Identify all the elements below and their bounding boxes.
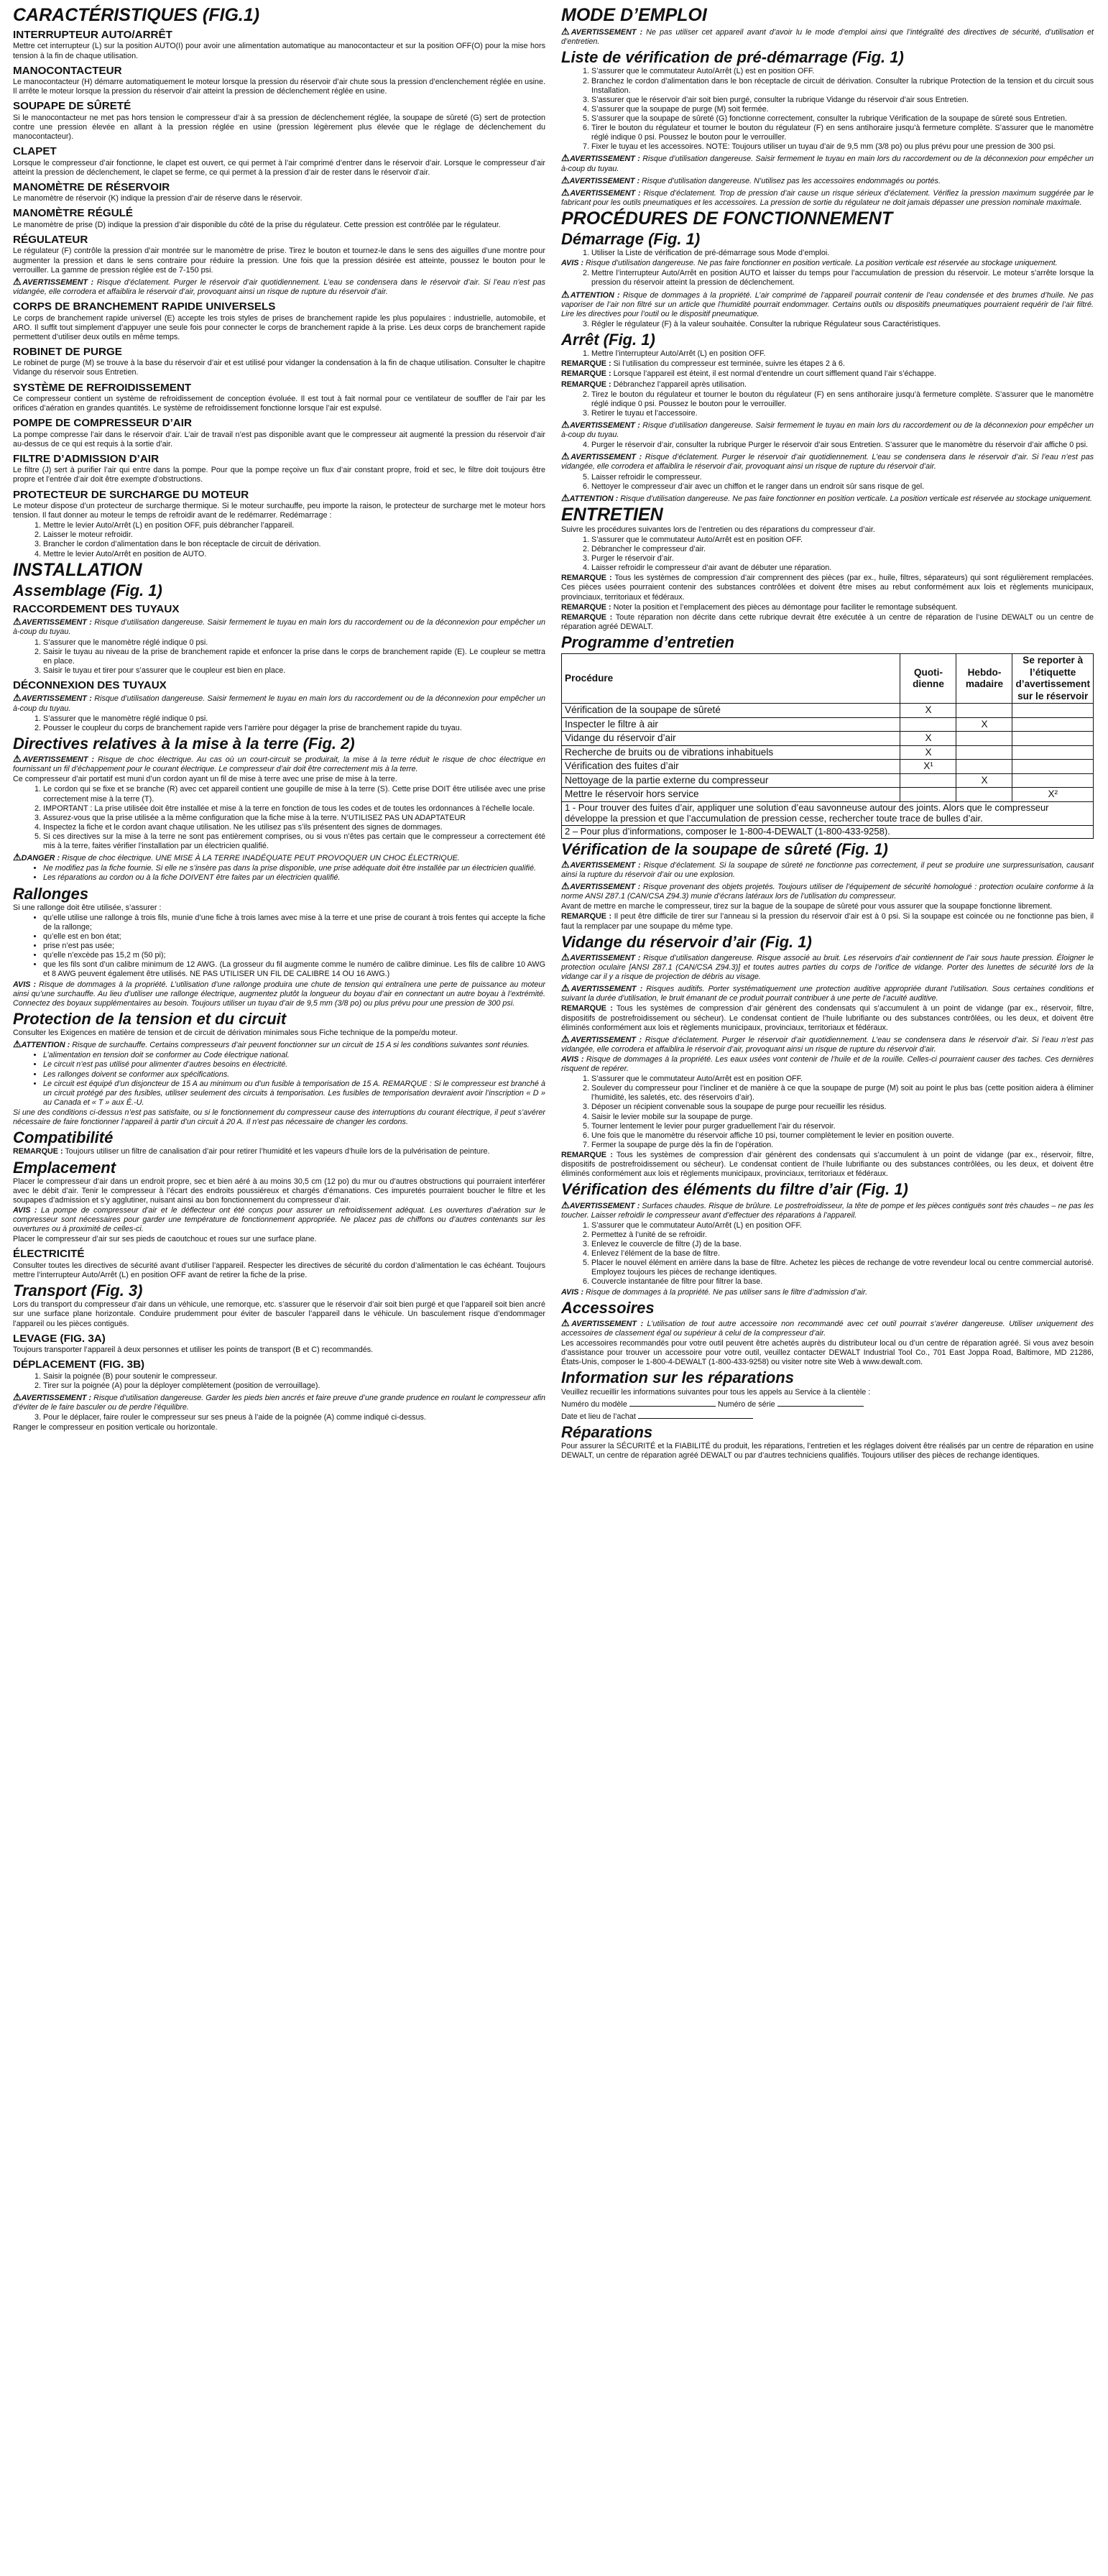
warning-icon: ⚠ bbox=[561, 492, 570, 503]
maintenance-intro: Suivre les procédures suivantes lors de l’entretien ou des réparations du compresseur d’air. bbox=[561, 525, 875, 534]
remarque-label: REMARQUE : bbox=[561, 574, 612, 583]
feature-text: La pompe compresse l’air dans le réservoir d’air. L’air de travail n’est pas disponible avant que le compresseur ait augmenté la pression du réservoir d’air au-dessus de ce qui est requis à la sortie d’air. bbox=[13, 430, 545, 448]
feature-text: Le manocontacteur (H) démarre automatiquement le moteur lorsque la pression du réservoir d’air chute sous la pression d’enclenchement réglée en usine. Il arrête le moteur lorsque la pression du réservoir d’air atteint la pression de déclenchement réglée en usine. bbox=[13, 78, 545, 96]
filter-step: 3. Enlevez le couvercle de filtre (J) de la base. bbox=[591, 1240, 1094, 1249]
extension-bullets bbox=[13, 914, 545, 980]
warning-icon: ⚠ bbox=[561, 186, 571, 198]
voltage-bullet: • L’alimentation en tension doit se conformer au Code électrique national. bbox=[43, 1051, 545, 1060]
start-attention: ⚠ATTENTION : Risque de dommages à la propriété. L’air comprimé de l’appareil pourrait contenir de l’eau condensée et des brumes d’huile. Ne pas vaporiser de l’air non filtré sur un article que l’humidité pourrait endommager. Certains outils ou dispositifs pneumatiques pourraient requérir de l’air filtré. Lire les directives pour l’outil ou le dispositif pneumatique. bbox=[561, 288, 1094, 318]
start-step-3: 3. Régler le régulateur (F) à la valeur souhaitée. Consulter la rubrique Régulateur sous Caractéristiques. bbox=[561, 320, 1094, 329]
warning-text: Risque d’utilisation dangereuse. Saisir fermement le tuyau en main lors du raccordement ou de la déconnexion pour empêcher un à-coup du tuyau. bbox=[561, 155, 1094, 173]
restart-step: 3. Brancher le cordon d’alimentation dans le bon réceptacle de circuit de dérivation. bbox=[43, 540, 545, 549]
feature-warning bbox=[13, 276, 545, 297]
warning-text: Risque d’éclatement. Trop de pression d’air cause un risque sérieux d’éclatement. Vérifiez la pression maximum suggérée par le fabricant pour les outils pneumatiques et les accessoires. La pression de sortie du régulateur ne doit jamais dépasser une pression nominale maximale. bbox=[561, 188, 1094, 207]
restart-step: 2. Laisser le moteur refroidir. bbox=[43, 530, 545, 540]
start-step-2: 2. Mettre l’interrupteur Auto/Arrêt en position AUTO et laisser du temps pour l’accumulation de pression du réservoir. Le moteur s’arrête lorsque la pression du réservoir atteint la pression de déclenchement. bbox=[561, 269, 1094, 288]
checklist-title: Liste de vérification de pré-démarrage (Fig. 1) bbox=[561, 48, 904, 67]
feature-heading: RÉGULATEUR bbox=[13, 234, 88, 247]
schedule-cell: Recherche de bruits ou de vibrations inhabituels bbox=[562, 745, 900, 760]
move-warning: ⚠AVERTISSEMENT : Risque d’utilisation dangereuse. Garder les pieds bien ancrés et faire preuve d’une grande prudence en roulant le compresseur afin d’éviter de le faire basculer ou de perdre l’équilibre. bbox=[13, 1391, 546, 1412]
hose-connect-step: 1. S’assurer que le manomètre réglé indique 0 psi. bbox=[43, 638, 545, 648]
repairs-title: Réparations bbox=[561, 1422, 653, 1441]
transport-text: Lors du transport du compresseur d’air dans un véhicule, une remorque, etc. s’assurer que le réservoir d’air soit bien purgé et que l’appareil soit bien ancré sur une surface plane horizontale. Conduire prudemment pour éviter de basculer l’appareil dans le véhicule. Un basculement risque d’endommager l’appareil ou les pièces contiguës. bbox=[13, 1300, 545, 1328]
move-heading: DÉPLACEMENT (FIG. 3B) bbox=[13, 1358, 145, 1371]
filter-step: 4. Enlevez l’élément de la base de filtre. bbox=[591, 1249, 1094, 1259]
valve-remarque: REMARQUE : Il peut être difficile de tirer sur l’anneau si la pression du réservoir d’air est à 0 psi. Si la soupape est coincée ou ne fonctionne pas bien, il faut la remplacer par une soupape du même type. bbox=[561, 912, 1094, 931]
schedule-cell bbox=[1012, 717, 1094, 732]
grounding-bullet: • Les réparations au cordon ou à la fiche DOIVENT être faites par un électricien qualifié. bbox=[43, 873, 545, 883]
schedule-header-row bbox=[562, 654, 1094, 704]
feature-text: Le manomètre de réservoir (K) indique la pression d’air de réserve dans le réservoir. bbox=[13, 194, 303, 203]
installation-title: INSTALLATION bbox=[13, 559, 142, 580]
accessories-title: Accessoires bbox=[561, 1298, 655, 1317]
grounding-step: 1. Le cordon qui se fixe et se branche (R) avec cet appareil contient une goupille de mise à la terre (S). Cette prise DOIT être utilisée avec une prise correctement mise à la terre (T). bbox=[43, 785, 545, 804]
schedule-cell: Inspecter le filtre à air bbox=[562, 717, 900, 732]
move-step: 1. Saisir la poignée (B) pour soutenir le compresseur. bbox=[43, 1372, 545, 1381]
grounding-step: 3. Assurez-vous que la prise utilisée a la même configuration que la fiche mise à la terre. N’UTILISEZ PAS UN ADAPTATEUR bbox=[43, 814, 545, 823]
schedule-cell: Nettoyage de la partie externe du compresseur bbox=[562, 773, 900, 788]
warning-icon: ⚠ bbox=[561, 288, 571, 300]
schedule-cell bbox=[900, 717, 956, 732]
mode-warning: ⚠AVERTISSEMENT : Ne pas utiliser cet appareil avant d’avoir lu le mode d’emploi ainsi que l’intégralité des directives de sécurité, d’utilisation et d’entretien. bbox=[561, 26, 1094, 47]
location-title: Emplacement bbox=[13, 1158, 116, 1177]
grounding-bullets bbox=[13, 864, 545, 883]
hose-disconnect-heading: DÉCONNEXION DES TUYAUX bbox=[13, 679, 167, 692]
remarque-label: REMARQUE : bbox=[561, 602, 611, 612]
checklist-warnings bbox=[561, 152, 1094, 208]
transport-title: Transport (Fig. 3) bbox=[13, 1282, 143, 1300]
schedule-cell bbox=[900, 788, 956, 802]
feature-heading: POMPE DE COMPRESSEUR D’AIR bbox=[13, 417, 192, 430]
warning-icon: ⚠ bbox=[13, 692, 22, 704]
features-list bbox=[13, 29, 545, 520]
drain-step: 6. Une fois que le manomètre du réservoir affiche 10 psi, tourner complètement le levier en position ouverte. bbox=[591, 1131, 1094, 1141]
voltage-after: Si une des conditions ci-dessus n’est pas satisfaite, ou si le fonctionnement du compresseur cause des interruptions du courant électrique, il peut s’avérer nécessaire de faire fonctionner l’appareil à partir d’un circuit à 20 A. Il n’est pas nécessaire de changer les cordons. bbox=[13, 1108, 545, 1127]
schedule-cell bbox=[956, 788, 1012, 802]
grounding-title: Directives relatives à la mise à la terre (Fig. 2) bbox=[13, 734, 355, 753]
stop-steps-a bbox=[561, 390, 1094, 418]
grounding-intro: Ce compresseur d’air portatif est muni d’un cordon ayant un fil de mise à terre avec une prise de mise à la terre. bbox=[13, 775, 397, 784]
schedule-row bbox=[562, 717, 1094, 732]
feature-heading: CORPS DE BRANCHEMENT RAPIDE UNIVERSELS bbox=[13, 300, 276, 313]
maintenance-remark bbox=[561, 613, 1094, 632]
warning-label: AVERTISSEMENT : bbox=[22, 277, 94, 287]
schedule-cell bbox=[956, 704, 1012, 718]
stop-step: 5. Laisser refroidir le compresseur. bbox=[591, 473, 1094, 482]
electricity-heading: ÉLECTRICITÉ bbox=[13, 1248, 85, 1261]
feature-text: Le manomètre de prise (D) indique la pression d’air disponible du côté de la prise du régulateur. Cette pression est contrôlée par le régulateur. bbox=[13, 220, 501, 229]
maintenance-step: 1. S’assurer que le commutateur Auto/Arrêt est en position OFF. bbox=[591, 535, 1094, 545]
hose-warning: ⚠AVERTISSEMENT : Risque d’utilisation dangereuse. Saisir fermement le tuyau en main lors du raccordement ou de la déconnexion pour empêcher un à-coup du tuyau. bbox=[13, 616, 545, 637]
extension-bullet: • qu’elle utilise une rallonge à trois fils, munie d’une fiche à trois lames avec mise à la terre et une prise de courant à trois fentes qui accepte la fiche de la rallonge; bbox=[43, 914, 545, 932]
purchase-date-field[interactable] bbox=[638, 1410, 753, 1419]
drain-step: 5. Tourner lentement le levier pour purger graduellement l’air du réservoir. bbox=[591, 1122, 1094, 1131]
repair-info-date bbox=[561, 1410, 1094, 1422]
feature-text: Le filtre (J) sert à purifier l’air qui entre dans la pompe. Pour que la pompe reçoive un flux d’air constant propre, froid et sec, le filtre doit toujours être propre et l’entrée d’air doit être exempte d’obstructions. bbox=[13, 466, 545, 484]
stop-remark bbox=[561, 369, 1094, 379]
schedule-header-cell: Hebdo-madaire bbox=[956, 654, 1012, 704]
checklist-step: 6. Tirer le bouton du régulateur et tourner le bouton du régulateur (F) en sens antihoraire jusqu’à fermeture complète. S’assurer que le manomètre réglé indique 0 psi. Poussez le bouton pour le verrouiller. bbox=[591, 124, 1094, 142]
warning-icon: ⚠ bbox=[13, 1039, 22, 1050]
maintenance-step: 2. Débrancher le compresseur d’air. bbox=[591, 545, 1094, 554]
schedule-row bbox=[562, 745, 1094, 760]
stop-step-4: 4. Purger le réservoir d’air, consulter la rubrique Purger le réservoir d’air sous Entretien. S’assurer que le manomètre du réservoir d’air affiche 0 psi. bbox=[561, 441, 1094, 450]
stop-warning-2: ⚠AVERTISSEMENT : Risque d’éclatement. Purger le réservoir d’air quotidiennement. L’eau se condensera dans le réservoir d’air. Si l’eau n’est pas vidangée, elle corrodera et affaiblira le réservoir d’air, provoquant ainsi un risque de rupture du réservoir d’air. bbox=[561, 451, 1094, 472]
move-last: Ranger le compresseur en position verticale ou horizontale. bbox=[13, 1423, 218, 1432]
schedule-cell bbox=[900, 773, 956, 788]
warning-icon: ⚠ bbox=[561, 26, 571, 37]
warning-icon: ⚠ bbox=[561, 1033, 571, 1044]
warning-icon: ⚠ bbox=[13, 1391, 22, 1402]
hose-disconnect-step: 1. S’assurer que le manomètre réglé indique 0 psi. bbox=[43, 714, 545, 724]
checklist-step: 3. S’assurer que le réservoir d’air soit bien purgé, consulter la rubrique Vidange du réservoir d’air sous Entretien. bbox=[591, 96, 1094, 105]
drain-remarque: REMARQUE : Tous les systèmes de compression d’air génèrent des condensats qui s’accumulent à un point de vidange (par ex., réservoir, filtre, dispositifs de postrefroidissement ou sécheur). Le condensat contient de l’huile lubrifiante ou des substances contrôlées, ou les deux, et doivent être éliminés conformément aux lois et règlements municipaux, provinciaux, territoriaux et fédéraux. bbox=[561, 1004, 1094, 1032]
warning-icon: ⚠ bbox=[561, 418, 571, 430]
grounding-step: 2. IMPORTANT : La prise utilisée doit être installée et mise à la terre en fonction de tous les codes et de toutes les ordonnances à l’échelle locale. bbox=[43, 804, 545, 814]
hose-disconnect-warning: ⚠AVERTISSEMENT : Risque d’utilisation dangereuse. Saisir fermement le tuyau en main lors du raccordement ou de la déconnexion pour empêcher un à-coup du tuyau. bbox=[13, 692, 545, 713]
drain-step: 4. Saisir le levier mobile sur la soupape de purge. bbox=[591, 1113, 1094, 1122]
maintenance-remarks bbox=[561, 574, 1094, 632]
schedule-cell: X bbox=[900, 704, 956, 718]
feature-heading: CLAPET bbox=[13, 145, 57, 158]
warning-icon: ⚠ bbox=[561, 1317, 572, 1328]
lifting-heading: LEVAGE (FIG. 3A) bbox=[13, 1332, 106, 1345]
drain-step: 2. Soulever du compresseur pour l’incliner et de manière à ce que la soupape de purge (M) soit au point le plus bas (cette position aidera à éliminer l’humidité, les saletés, etc. des réservoirs d’air). bbox=[591, 1084, 1094, 1103]
feature-text: Le robinet de purge (M) se trouve à la base du réservoir d’air et est utilisé pour vidanger la condensation à la fin de chaque utilisation. Consulter le chapitre Vidange du réservoir sous Entretien. bbox=[13, 359, 545, 377]
schedule-cell bbox=[1012, 773, 1094, 788]
start-step-1: 1. Utiliser la Liste de vérification de pré-démarrage sous Mode d’emploi. bbox=[561, 249, 1094, 258]
schedule-cell: X bbox=[956, 717, 1012, 732]
voltage-bullet: • Les rallonges doivent se conformer aux spécifications. bbox=[43, 1070, 545, 1080]
stop-title: Arrêt (Fig. 1) bbox=[561, 331, 655, 349]
filter-step: 2. Permettez à l’unité de se refroidir. bbox=[591, 1230, 1094, 1240]
electricity-text: Consulter toutes les directives de sécurité avant d’utiliser l’appareil. Respecter les directives de sécurité du cordon d’alimentation le cas échéant. Toujours mettre l’interrupteur Auto/Arrêt (L) en position OFF avant de retirer la fiche de la prise. bbox=[13, 1261, 545, 1280]
stop-remark bbox=[561, 359, 1094, 369]
warning-label: AVERTISSEMENT : bbox=[569, 176, 640, 185]
feature-heading: PROTECTEUR DE SURCHARGE DU MOTEUR bbox=[13, 488, 249, 501]
schedule-title: Programme d’entretien bbox=[561, 633, 734, 652]
schedule-cell bbox=[1012, 704, 1094, 718]
grounding-steps bbox=[13, 785, 545, 851]
maintenance-steps bbox=[561, 535, 1094, 573]
warning-icon: ⚠ bbox=[561, 451, 571, 462]
repair-info-fields bbox=[561, 1398, 1094, 1409]
valve-warning-1: ⚠AVERTISSEMENT : Risque d’éclatement. Si la soupape de sûreté ne fonctionne pas correctement, il peut se produire une surpressurisation, causant ainsi la rupture du réservoir d’air ou une explosion. bbox=[561, 858, 1094, 879]
checklist-warning bbox=[561, 175, 1094, 186]
feature-heading: ROBINET DE PURGE bbox=[13, 345, 122, 358]
warning-icon: ⚠ bbox=[13, 852, 22, 863]
hose-connect-step: 2. Saisir le tuyau au niveau de la prise de branchement rapide et enfoncer la prise dans le corps de branchement rapide (E). Le coupleur se mettra en place. bbox=[43, 648, 545, 666]
voltage-bullet: • Le circuit n’est pas utilisé pour alimenter d’autres besoins en électricité. bbox=[43, 1060, 545, 1070]
schedule-cell bbox=[1012, 760, 1094, 774]
extension-intro: Si une rallonge doit être utilisée, s’assurer : bbox=[13, 903, 162, 912]
repairs-text: Pour assurer la SÉCURITÉ et la FIABILITÉ du produit, les réparations, l’entretien et les réglages doivent être réalisés par un centre de réparation en usine DEWALT, un centre de réparation agréé DEWALT ou par d’autres techniciens qualifiés. Toujours utiliser des pièces de rechange identiques. bbox=[561, 1442, 1094, 1460]
warning-icon: ⚠ bbox=[561, 858, 571, 870]
extension-avis: AVIS : Risque de dommages à la propriété. L’utilisation d’une rallonge produira une chute de tension qui entraînera une perte de puissance au moteur ainsi qu’une surchauffe. Au lieu d’utiliser une rallonge électrique, augmentez plutôt la longueur du boyau d’air en connectant un autre boyau à l’extrémité. Connectez des boyaux supplémentaires au besoin. Toujours utiliser un tuyau d’air de 9,5 mm (3/8 po) ou plus prévu pour une pression de 300 psi. bbox=[13, 980, 546, 1008]
checklist-steps bbox=[561, 67, 1094, 152]
maintenance-remark bbox=[561, 574, 1094, 602]
maintenance-remark bbox=[561, 603, 1094, 612]
feature-text: Mettre cet interrupteur (L) sur la position AUTO(I) pour avoir une alimentation automatique au manocontacteur et sur la position OFF(O) pour la mise hors tension à la fin de chaque utilisation. bbox=[13, 42, 545, 60]
voltage-title: Protection de la tension et du circuit bbox=[13, 1009, 287, 1028]
grounding-step: 5. Si ces directives sur la mise à la terre ne sont pas entièrement comprises, ou si vous n’êtes pas certain que le compresseur a correctement été mis à la terre, faites vérifier l’installation par un électricien qualifié. bbox=[43, 832, 545, 851]
filter-step: 5. Placer le nouvel élément en arrière dans la base de filtre. Achetez les pièces de rechange de votre revendeur local ou centre commercial autorisé. Employez toujours les pièces de rechange identiques. bbox=[591, 1259, 1094, 1277]
warning-icon: ⚠ bbox=[13, 616, 22, 627]
stop-warning-1: ⚠AVERTISSEMENT : Risque d’utilisation dangereuse. Saisir fermement le tuyau en main lors du raccordement ou de la déconnexion pour empêcher un à-coup du tuyau. bbox=[561, 418, 1094, 440]
move-steps bbox=[13, 1372, 545, 1391]
schedule-cell bbox=[1012, 732, 1094, 746]
checklist-step: 2. Branchez le cordon d’alimentation dans le bon réceptacle de circuit de dérivation. Consulter la rubrique Protection de la tension et du circuit sous Installation. bbox=[591, 77, 1094, 96]
restart-step: 1. Mettre le levier Auto/Arrêt (L) en position OFF, puis débrancher l’appareil. bbox=[43, 521, 545, 530]
voltage-text: Consulter les Exigences en matière de tension et de circuit de dérivation minimales sous Fiche technique de la pompe/du moteur. bbox=[13, 1029, 458, 1038]
voltage-bullets bbox=[13, 1051, 545, 1108]
extension-bullet: • qu’elle est en bon état; bbox=[43, 932, 545, 942]
schedule-footnote-row bbox=[562, 825, 1094, 838]
drain-step: 3. Déposer un récipient convenable sous la soupape de purge pour recueillir les résidus. bbox=[591, 1103, 1094, 1112]
accessories-text: Les accessoires recommandés pour votre outil peuvent être achetés auprès du distributeur local ou d’un centre de réparation agréé. Si vous avez besoin d’assistance pour trouver un accessoire pour votre outil, veuillez contacter DEWALT Industrial Tool Co., 701 East Joppa Road, Baltimore, MD 21286, États-Unis, composer le 1-800-4-DEWALT (1-800-433-9258) ou visiter notre site Web à www.dewalt.com. bbox=[561, 1339, 1094, 1367]
drain-warning-3: ⚠AVERTISSEMENT : Risque d’éclatement. Purger le réservoir d’air quotidiennement. L’eau se condensera dans le réservoir d’air. Si l’eau n’est pas vidangée, elle corrodera et affaiblira le réservoir d’air, provoquant ainsi un risque de rupture du réservoir d’air. bbox=[561, 1033, 1094, 1054]
schedule-row bbox=[562, 788, 1094, 802]
serial-number-label: Numéro de série bbox=[717, 1399, 775, 1409]
hose-disconnect-steps bbox=[13, 714, 545, 733]
right-column bbox=[561, 4, 1094, 2576]
filter-step: 6. Couvercle instantanée de filtre pour filtrer la base. bbox=[591, 1277, 1094, 1287]
schedule-cell: Vérification des fuites d’air bbox=[562, 760, 900, 774]
compat-title: Compatibilité bbox=[13, 1128, 114, 1147]
stop-step: 3. Retirer le tuyau et l’accessoire. bbox=[591, 409, 1094, 418]
schedule-header-cell: Procédure bbox=[562, 654, 900, 704]
serial-number-field[interactable] bbox=[777, 1398, 864, 1407]
warning-icon: ⚠ bbox=[13, 753, 23, 765]
extension-bullet: • prise n’est pas usée; bbox=[43, 942, 545, 951]
model-number-label: Numéro du modèle bbox=[561, 1399, 627, 1409]
feature-heading: MANOMÈTRE DE RÉSERVOIR bbox=[13, 180, 170, 193]
hose-connect-steps bbox=[13, 638, 545, 676]
procedures-title: PROCÉDURES DE FONCTIONNEMENT bbox=[561, 208, 893, 229]
stop-remark bbox=[561, 380, 1094, 390]
stop-step-1: 1. Mettre l’interrupteur Auto/Arrêt (L) en position OFF. bbox=[561, 349, 1094, 359]
filter-avis: AVIS : Risque de dommages à la propriété. Ne pas utiliser sans le filtre d’admission d’air. bbox=[561, 1287, 868, 1297]
valve-text: Avant de mettre en marche le compresseur, tirez sur la bague de la soupape de sûreté pour vous assurer que la soupape fonctionne librement. bbox=[561, 902, 1053, 911]
feature-text: Lorsque le compresseur d’air fonctionne, le clapet est ouvert, ce qui permet à l’air comprimé d’entrer dans le réservoir d’air. Lorsque le compresseur d’air atteint la pression de déclenchement, le clapet se ferme, ce qui permet à la pression d’air de rester dans le réservoir d’air. bbox=[13, 158, 545, 177]
schedule-cell: Vidange du réservoir d’air bbox=[562, 732, 900, 746]
drain-title: Vidange du réservoir d’air (Fig. 1) bbox=[561, 932, 812, 951]
voltage-warning: ⚠ATTENTION : Risque de surchauffe. Certains compresseurs d’air peuvent fonctionner sur un circuit de 15 A si les conditions suivantes sont réunies. bbox=[13, 1039, 530, 1050]
hose-connect-step: 3. Saisir le tuyau et tirer pour s’assurer que le coupleur est bien en place. bbox=[43, 666, 545, 676]
checklist-step: 5. S’assurer que la soupape de sûreté (G) fonctionne correctement, consulter la rubrique Vérification de la soupape de sûreté sous Entretien. bbox=[591, 114, 1094, 124]
schedule-cell bbox=[956, 760, 1012, 774]
remarque-text: Noter la position et l’emplacement des pièces au démontage pour faciliter le remontage subséquent. bbox=[613, 602, 958, 612]
maintenance-step: 3. Purger le réservoir d’air. bbox=[591, 554, 1094, 564]
feature-heading: MANOMÈTRE RÉGULÉ bbox=[13, 207, 134, 220]
schedule-cell: X² bbox=[1012, 788, 1094, 802]
extension-bullet: • que les fils sont d’un calibre minimum de 12 AWG. (La grosseur du fil augmente comme le numéro de calibre diminue. Les fils de calibre 10 AWG et 8 AWG peuvent également être utilisés. NE PAS UTILISER UN FIL DE CALIBRE 14 OU 16 AWG.) bbox=[43, 960, 545, 979]
remarque-text: Tous les systèmes de compression d’air comprennent des pièces (par ex., huile, filtres, séparateurs) qui sont régulièrement remplacées. Ces pièces usées pourraient contenir des substances contrôlées et doivent être mises au rebut conformément aux lois et règlements municipaux, provinciaux, territoriaux et fédéraux. bbox=[561, 574, 1094, 602]
warning-icon: ⚠ bbox=[561, 880, 571, 892]
grounding-danger: ⚠DANGER : Risque de choc électrique. UNE MISE À LA TERRE INADÉQUATE PEUT PROVOQUER UN CHOC ÉLECTRIQUE. bbox=[13, 852, 460, 863]
drain-warning-1: ⚠AVERTISSEMENT : Risque d’utilisation dangereuse. Risque associé au bruit. Les réservoirs d’air contiennent de l’air sous haute pression. Éloigner le protection oculaire [ANSI Z87.1 (CAN/CSA Z94.3)] et toutes autres parties du corps de l’orifice de vidange. Porter des lunettes de sécurité lors de la vidange car il y a risque de projection de débris au visage. bbox=[561, 951, 1094, 982]
schedule-footnote-row bbox=[562, 801, 1094, 825]
filter-title: Vérification des éléments du filtre d’air (Fig. 1) bbox=[561, 1180, 908, 1199]
location-after: Placer le compresseur d’air sur ses pieds de caoutchouc et roues sur une surface plane. bbox=[13, 1235, 317, 1244]
valve-warning-2: ⚠AVERTISSEMENT : Risque provenant des objets projetés. Toujours utiliser de l’équipement de sécurité homologué : protection oculaire conforme à la norme ANSI Z87.1 (CAN/CSA Z94.3) munie d’écrans latéraux lors de l’utilisation du compresseur. bbox=[561, 880, 1094, 901]
drain-steps bbox=[561, 1075, 1094, 1150]
schedule-cell: X bbox=[956, 773, 1012, 788]
feature-heading: MANOCONTACTEUR bbox=[13, 64, 122, 77]
move-step: 3. Pour le déplacer, faire rouler le compresseur sur ses pneus à l’aide de la poignée (A) comme indiqué ci-dessus. bbox=[43, 1413, 545, 1422]
move-steps-2 bbox=[13, 1413, 545, 1422]
feature-text: Si le manocontacteur ne met pas hors tension le compresseur d’air à sa pression de déclenchement réglée, la soupape de sûreté (G) sert de protection contre une pression élevée en allant à la pression réglée en usine (pression légèrement plus élevée que le réglage de déclenchement du manocontacteur). bbox=[13, 113, 545, 142]
checklist-step: 7. Fixer le tuyau et les accessoires. NOTE: Toujours utiliser un tuyau d’air de 9,5 mm (3/8 po) ou plus prévu pour une pression de 300 psi. bbox=[591, 142, 1094, 152]
grounding-step: 4. Inspectez la fiche et le cordon avant chaque utilisation. Ne les utilisez pas s’ils présentent des signes de dommages. bbox=[43, 823, 545, 832]
repair-info-intro: Veuillez recueillir les informations suivantes pour tous les appels au Service à la clientèle : bbox=[561, 1387, 871, 1397]
schedule-cell: Vérification de la soupape de sûreté bbox=[562, 704, 900, 718]
feature-heading: SYSTÈME DE REFROIDISSEMENT bbox=[13, 381, 192, 394]
remarque-label: REMARQUE : bbox=[561, 380, 611, 389]
mode-title: MODE D’EMPLOI bbox=[561, 5, 707, 25]
warning-icon: ⚠ bbox=[13, 275, 23, 287]
filter-warning: ⚠AVERTISSEMENT : Surfaces chaudes. Risque de brûlure. Le postrefroidisseur, la tête de pompe et les pièces contiguës sont très chaudes – ne pas les toucher. Laisser refroidir le compresseur avant d’effectuer des réparations à l’appareil. bbox=[561, 1199, 1094, 1220]
schedule-footnote: 2 – Pour plus d’informations, composer le 1-800-4-DEWALT (1-800-433-9258). bbox=[562, 825, 1094, 838]
schedule-cell: X bbox=[900, 745, 956, 760]
schedule-header-cell: Quoti-dienne bbox=[900, 654, 956, 704]
maintenance-title: ENTRETIEN bbox=[561, 504, 663, 525]
warning-icon: ⚠ bbox=[561, 1199, 570, 1210]
warning-label: AVERTISSEMENT : bbox=[570, 155, 640, 164]
checklist-step: 4. S’assurer que la soupape de purge (M) soit fermée. bbox=[591, 105, 1094, 114]
warning-icon: ⚠ bbox=[561, 152, 571, 164]
schedule-cell bbox=[956, 745, 1012, 760]
warning-text: Risque d’éclatement. Purger le réservoir d’air quotidiennement. L’eau se condensera dans le réservoir d’air. Si l’eau n’est pas vidangée, elle corrodera et affaiblira le réservoir d’air, provoquant ainsi un risque de rupture du réservoir d’air. bbox=[13, 277, 546, 296]
schedule-row bbox=[562, 704, 1094, 718]
warning-icon: ⚠ bbox=[561, 174, 570, 185]
feature-text: Ce compresseur contient un système de refroidissement de conception évoluée. Il est tout à fait normal pour ce ventilateur de souffler de l’air par les orifices d’aération en grandes quantités. Le système de refroidissement fonctionne lorsque l’air est expulsé. bbox=[13, 394, 545, 413]
maintenance-schedule-table bbox=[561, 653, 1094, 838]
remarque-text: Si l’utilisation du compresseur est terminée, suivre les étapes 2 à 6. bbox=[613, 359, 845, 369]
feature-text: Le moteur dispose d’un protecteur de surcharge thermique. Si le moteur surchauffe, peu importe la raison, le protecteur de surcharge met le moteur hors tension. Il faut donner au moteur le temps de refroidir avant de le redémarrer. Redémarrage : bbox=[13, 502, 545, 520]
checklist-step: 1. S’assurer que le commutateur Auto/Arrêt (L) est en position OFF. bbox=[591, 67, 1094, 76]
schedule-cell bbox=[1012, 745, 1094, 760]
checklist-warning bbox=[561, 187, 1094, 208]
drain-avis: AVIS : Risque de dommages à la propriété. Les eaux usées vont contenir de l’huile et de la rouille. Celles-ci pourraient causer des taches. Ces dernières risquent de repérer. bbox=[561, 1054, 1094, 1074]
schedule-row bbox=[562, 732, 1094, 746]
warning-label: AVERTISSEMENT : bbox=[570, 188, 641, 198]
voltage-bullet: • Le circuit est équipé d’un disjoncteur de 15 A au minimum ou d’un fusible à temporisation de 15 A. REMARQUE : Si le compresseur est branché à un circuit protégé par des fusibles, utiliser seulement des circuits à temporisation. Les fusibles de temporisation devraient avoir l’inscription « D » au Canada et « T » aux É.-U. bbox=[43, 1080, 545, 1108]
accessories-warning: ⚠AVERTISSEMENT : L’utilisation de tout autre accessoire non recommandé avec cet outil pourrait s’avérer dangereuse. Utiliser uniquement des accessoires de classement égal ou supérieur à celui de la compresseur d’air. bbox=[561, 1317, 1094, 1338]
hose-connect-heading: RACCORDEMENT DES TUYAUX bbox=[13, 602, 180, 615]
location-text: Placer le compresseur d’air dans un endroit propre, sec et bien aéré à au moins 30,5 cm (12 po) du mur ou d’autres obstructions qui pourraient interférer avec le débit d’air. Tenir le compresseur à l’écart des endroits poussiéreux et chargés d’émanations. Ces impuretés pourraient boucher le filtre et les soupapes d’admission et s’y agglutiner, nuisant ainsi au bon fonctionnement du compresseur d’air. bbox=[13, 1177, 545, 1205]
schedule-cell: Mettre le réservoir hors service bbox=[562, 788, 900, 802]
stop-steps-b bbox=[561, 473, 1094, 492]
schedule-row bbox=[562, 760, 1094, 774]
filter-step: 1. S’assurer que le commutateur Auto/Arrêt (L) en position OFF. bbox=[591, 1221, 1094, 1230]
left-column bbox=[13, 4, 545, 2576]
drain-step: 7. Fermer la soupape de purge dès la fin de l’opération. bbox=[591, 1141, 1094, 1150]
repair-info-title: Information sur les réparations bbox=[561, 1368, 794, 1387]
remarque-text: Débranchez l’appareil après utilisation. bbox=[613, 380, 747, 389]
start-title: Démarrage (Fig. 1) bbox=[561, 229, 701, 248]
hose-disconnect-step: 2. Pousser le coupleur du corps de branchement rapide vers l’arrière pour dégager la prise de branchement rapide du tuyau. bbox=[43, 724, 545, 733]
grounding-bullet: • Ne modifiez pas la fiche fournie. Si elle ne s’insère pas dans la prise disponible, une prise adéquate doit être installée par un électricien qualifié. bbox=[43, 864, 545, 873]
filter-steps bbox=[561, 1221, 1094, 1287]
schedule-footnote: 1 - Pour trouver des fuites d’air, appliquer une solution d’eau savonneuse autour des joints. Alors que le compresseur développe la pression et que l’accumulation de pression cesse, rechercher toute trace de bulles d’air. bbox=[562, 801, 1094, 825]
schedule-cell bbox=[956, 732, 1012, 746]
start-avis: AVIS : Risque d’utilisation dangereuse. Ne pas faire fonctionner en position verticale. La position verticale est réservée au stockage uniquement. bbox=[561, 259, 1058, 268]
remarque-label: REMARQUE : bbox=[561, 612, 613, 622]
feature-text: Le régulateur (F) contrôle la pression d’air montrée sur le manomètre de prise. Tirez le bouton et tournez-le dans le sens des aiguilles d’une montre pour augmenter la pression et dans le sens contraire pour réduire la pression. Une fois que la pression désirée est atteinte, poussez le bouton pour le verrouiller. La gamme de pression réglée est de 7-150 psi. bbox=[13, 247, 545, 275]
stop-step: 2. Tirez le bouton du régulateur et tourner le bouton du régulateur (F) en sens antihoraire jusqu’à fermeture complète. S’assurer que le manomètre réglé indique 0 psi. Poussez le bouton pour le verrouiller. bbox=[591, 390, 1094, 409]
drain-step: 1. S’assurer que le commutateur Auto/Arrêt est en position OFF. bbox=[591, 1075, 1094, 1084]
extension-title: Rallonges bbox=[13, 884, 89, 903]
drain-warning-2: ⚠AVERTISSEMENT : Risques auditifs. Porter systématiquement une protection auditive appropriée durant l’utilisation. Sous certaines conditions et suivant la durée d’utilisation, le bruit émanant de ce produit pourrait contribuer à une perte de l’acuité auditive. bbox=[561, 983, 1094, 1003]
schedule-row bbox=[562, 773, 1094, 788]
restart-step: 4. Mettre le levier Auto/Arrêt en position de AUTO. bbox=[43, 550, 545, 559]
feature-text: Le corps de branchement rapide universel (E) accepte les trois styles de prises de branchement rapide les plus populaires : industrielle, automobile, et ARO. Il suffit tout simplement d’appuyer une seule fois pour connecter le corps de branchement rapide à la prise. Les deux corps de branchement rapide permettent d’utiliser deux outils en même temps. bbox=[13, 313, 545, 341]
grounding-warning: ⚠AVERTISSEMENT : Risque de choc électrique. Au cas où un court-circuit se produirait, la mise à la terre réduit le risque de choc électrique en fournissant un fil d’échappement pour le courant électrique. Le compresseur d’air doit être correctement mis à la terre. bbox=[13, 753, 545, 774]
model-number-field[interactable] bbox=[629, 1398, 716, 1407]
remarque-text: Toute réparation non décrite dans cette rubrique devrait être exécutée à un centre de réparation de l’usine DEWALT ou un centre de réparation agréé DEWALT. bbox=[561, 612, 1094, 631]
location-avis: AVIS : La pompe de compresseur d’air et le déflecteur ont été conçus pour assurer un refroidissement adéquat. Les ouvertures d’aération sur le compresseur sont nécessaires pour garder une température de fonctionnement appropriée. Ne placez pas de chiffons ou d’autres contenants sur les ouvertures ou à proximité de celles-ci. bbox=[13, 1206, 545, 1234]
stop-step: 6. Nettoyer le compresseur d’air avec un chiffon et le ranger dans un endroit sûr sans risque de gel. bbox=[591, 482, 1094, 492]
maintenance-step: 4. Laisser refroidir le compresseur d’air avant de débuter une réparation. bbox=[591, 564, 1094, 573]
stop-remarks bbox=[561, 359, 1094, 389]
valve-title: Vérification de la soupape de sûreté (Fig. 1) bbox=[561, 840, 888, 858]
assembly-title: Assemblage (Fig. 1) bbox=[13, 581, 162, 599]
feature-heading: INTERRUPTEUR AUTO/ARRÊT bbox=[13, 29, 172, 41]
restart-steps bbox=[13, 521, 545, 558]
move-step: 2. Tirer sur la poignée (A) pour la déployer complètement (position de verrouillage). bbox=[43, 1381, 545, 1391]
checklist-warning bbox=[561, 152, 1094, 173]
schedule-header-cell: Se reporter à l’étiquette d’avertissement sur le réservoir bbox=[1012, 654, 1094, 704]
warning-text: Risque d’utilisation dangereuse. N’utilisez pas les accessoires endommagés ou portés. bbox=[642, 176, 941, 185]
drain-remarque-2: REMARQUE : Tous les systèmes de compression d’air génèrent des condensats qui s’accumulent à un point de vidange (par ex., réservoir, filtre, dispositifs de postrefroidissement ou sécheur). Le condensat contient de l’huile lubrifiante ou des substances contrôlées, ou les deux, et doivent être éliminés conformément aux lois et règlements municipaux, provinciaux, territoriaux et fédéraux. bbox=[561, 1151, 1094, 1179]
features-title: CARACTÉRISTIQUES (FIG.1) bbox=[13, 5, 260, 25]
warning-icon: ⚠ bbox=[561, 951, 571, 962]
warning-icon: ⚠ bbox=[561, 983, 571, 994]
remarque-label: REMARQUE : bbox=[561, 359, 611, 369]
compat-text: REMARQUE : Toujours utiliser un filtre de canalisation d’air pour retirer l’humidité et les vapeurs d’huile lors de la pulvérisation de peinture. bbox=[13, 1147, 490, 1156]
extension-bullet: • qu’elle n’excède pas 15,2 m (50 pi); bbox=[43, 951, 545, 960]
feature-heading: FILTRE D’ADMISSION D’AIR bbox=[13, 452, 160, 465]
purchase-date-label: Date et lieu de l’achat bbox=[561, 1412, 636, 1421]
stop-attention: ⚠ATTENTION : Risque d’utilisation dangereuse. Ne pas faire fonctionner en position verticale. La position verticale est réservée au stockage uniquement. bbox=[561, 492, 1092, 503]
feature-heading: SOUPAPE DE SÛRETÉ bbox=[13, 100, 131, 113]
lifting-text: Toujours transporter l’appareil à deux personnes et utiliser les points de transport (B et C) recommandés. bbox=[13, 1346, 374, 1355]
schedule-cell: X bbox=[900, 732, 956, 746]
remarque-text: Lorsque l’appareil est éteint, il est normal d’entendre un court sifflement quand l’air s’échappe. bbox=[613, 369, 936, 379]
remarque-label: REMARQUE : bbox=[561, 369, 611, 379]
schedule-cell: X¹ bbox=[900, 760, 956, 774]
